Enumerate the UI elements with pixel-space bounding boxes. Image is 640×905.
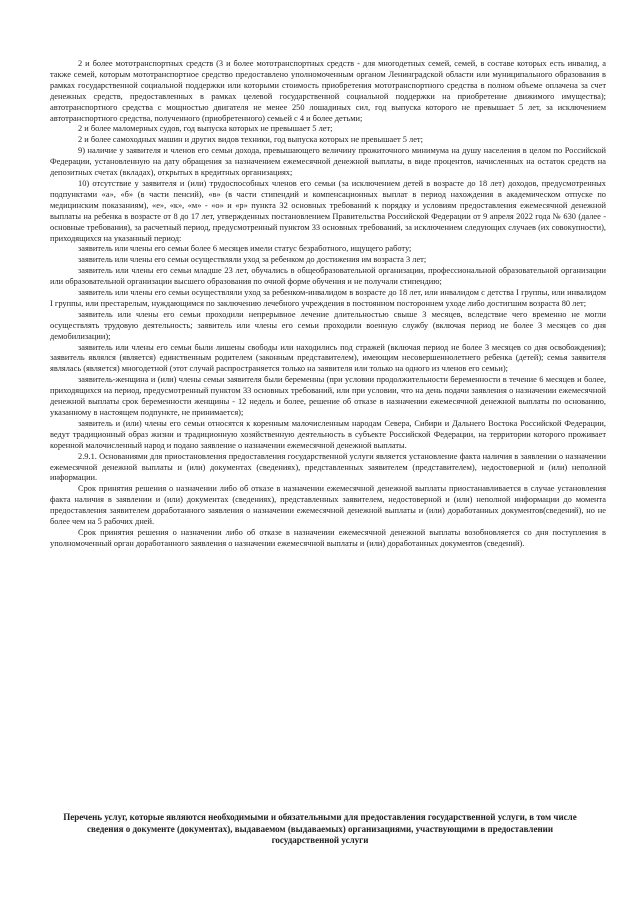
paragraph-exception-childcare: заявитель или члены его семьи осуществляли уход за ребенком до достижения им возраста 3 лет; — [78, 255, 427, 265]
section-title: Перечень услуг, которые являются необходимыми и обязательными для предоставления государственной услуги, в том числе сведения о документе (документах), выдаваемом (выдаваемых) организациями, участвующими в предоставлении государственной услуги — [63, 812, 577, 845]
paragraph-exception-unemployed: заявитель или члены его семьи более 6 месяцев имели статус безработного, ищущего работу; — [78, 244, 412, 254]
paragraph-vehicles: 2 и более мототранспортных средств (3 и более мототранспортных средств - для многодетных семей, семей, в составе которых есть инвалид, а также семей, которым мототранспортное средство предоставлено уполномоченным органом Ленинградской области или муниципального образования в рамках государственной социальной поддержки или которыми стоимость приобретения мототранспортного средства в полном объеме оплачена за счет денежных средств, предоставленных в рамках целевой государственной социальной поддержки на приобретение движимого имущества); автотранспортного средства с мощностью двигателя не менее 250 лошадиных сил, год выпуска которого не превышает 5 лет, за исключением автотранспортного средства, полученного (приобретенного) семьей с 4 и более детьми; — [50, 59, 606, 123]
paragraph-2-9-1-suspension: 2.9.1. Основаниями для приостановления предоставления государственной услуги является установление факта наличия в заявлении о назначении ежемесячной денежной выплаты и (или) документах (сведениях), представленных заявителем (представителем), недостоверной и (или) неполной информации. — [50, 451, 606, 483]
paragraph-exception-imprisonment: заявитель или члены его семьи были лишены свободы или находились под стражей (включая период не более 3 месяцев со дня освобождения); заявитель являлся (является) единственным родителем (законным представителем), имеющим несовершеннолетнего ребенка (детей); семья заявителя являлась (является) многодетной (этот случай распространяется только на заявителя или только на одного из членов его семьи); — [50, 342, 606, 374]
paragraph-exception-indigenous: заявитель и (или) члены его семьи относятся к коренным малочисленным народам Севера, Сибири и Дальнего Востока Российской Федерации, ведут традиционный образ жизни и традиционную хозяйственную деятельность в субъекте Российской Федерации, на территории которого проживает коренной малочисленный народ и подано заявление о назначении ежемесячной денежной выплаты. — [50, 418, 606, 450]
paragraph-item-10-no-income: 10) отсутствие у заявителя и (или) трудоспособных членов его семьи (за исключением детей в возрасте до 18 лет) доходов, предусмотренных подпунктами «а», «б» (в части пенсий), «в» (в части стипендий и компенсационных выплат в период нахождения в академическом отпуске по медицинским показаниям), «е», «к», «м» - «о» и «р» пункта 32 основных требований к порядку и условиям предоставления ежемесячной денежной выплаты на ребенка в возрасте от 8 до 17 лет, утвержденных постановлением Правительства Российской Федерации от 9 апреля 2022 года № 630 (далее - основные требования), за расчетный период, предусмотренный пунктом 33 основных требований, за исключением следующих случаев (их совокупности), приходящихся на указанный период: — [50, 178, 606, 243]
paragraph-exception-pregnancy: заявитель-женщина и (или) члены семьи заявителя были беременны (при условии продолжительности беременности в течение 6 месяцев и более, приходящихся на период, предусмотренный пунктом 33 основных требований, или при условии, что на день подачи заявления о назначении ежемесячной денежной выплаты срок беременности женщины - 12 недель и более, решение об отказе в назначении ежемесячной денежной выплаты по основанию, указанному в настоящем подпункте, не принимается); — [50, 375, 606, 417]
paragraph-self-propelled-machines: 2 и более самоходных машин и других видов техники, год выпуска которых не превышает 5 лет; — [78, 135, 423, 145]
document-body — [50, 59, 606, 550]
paragraph-suspension-term: Срок принятия решения о назначении либо об отказе в назначении ежемесячной денежной выплаты приостанавливается в случае установления факта наличия в заявлении и (или) документах (сведениях), представленных заявителем, недостоверной и (или) неполной информации до момента предоставления заявителем доработанного заявления о назначении ежемесячной денежной выплаты и (или) доработанных документов(сведений), но не более чем на 5 рабочих дней. — [50, 484, 606, 527]
paragraph-exception-disabled-care: заявитель или члены его семьи осуществляли уход за ребенком-инвалидом в возрасте до 18 лет, или инвалидом с детства I группы, или инвалидом I группы, или престарелым, нуждающимся по заключению лечебного учреждения в постоянном постороннем уходе либо достигшим возраста 80 лет; — [50, 288, 606, 308]
paragraph-resumption-term: Срок принятия решения о назначении либо об отказе в назначении ежемесячной денежной выплаты возобновляется со дня поступления в уполномоченный орган доработанного заявления о назначении ежемесячной выплаты и (или) доработанных документов (сведений). — [50, 527, 606, 548]
paragraph-small-vessels: 2 и более маломерных судов, год выпуска которых не превышает 5 лет; — [78, 124, 333, 134]
paragraph-exception-students: заявитель или члены его семьи младше 23 лет, обучались в общеобразовательной организации, профессиональной образовательной организации или образовательной организации высшего образования по очной форме обучения и не получали стипендию; — [50, 266, 606, 287]
paragraph-exception-treatment-military: заявитель или члены его семьи проходили непрерывное лечение длительностью свыше 3 месяцев, вследствие чего временно не могли осуществлять трудовую деятельность; заявитель или члены его семьи проходили военную службу (включая период не более 3 месяцев со дня демобилизации); — [50, 309, 606, 341]
paragraph-item-9-deposit-income: 9) наличие у заявителя и членов его семьи дохода, превышающего величину прожиточного минимума на душу населения в целом по Российской Федерации, установленную на дату обращения за назначением ежемесячной денежной выплаты, в виде процентов, начисленных на остаток средств на депозитных счетах (вкладах), открытых в кредитных организациях; — [50, 146, 606, 178]
